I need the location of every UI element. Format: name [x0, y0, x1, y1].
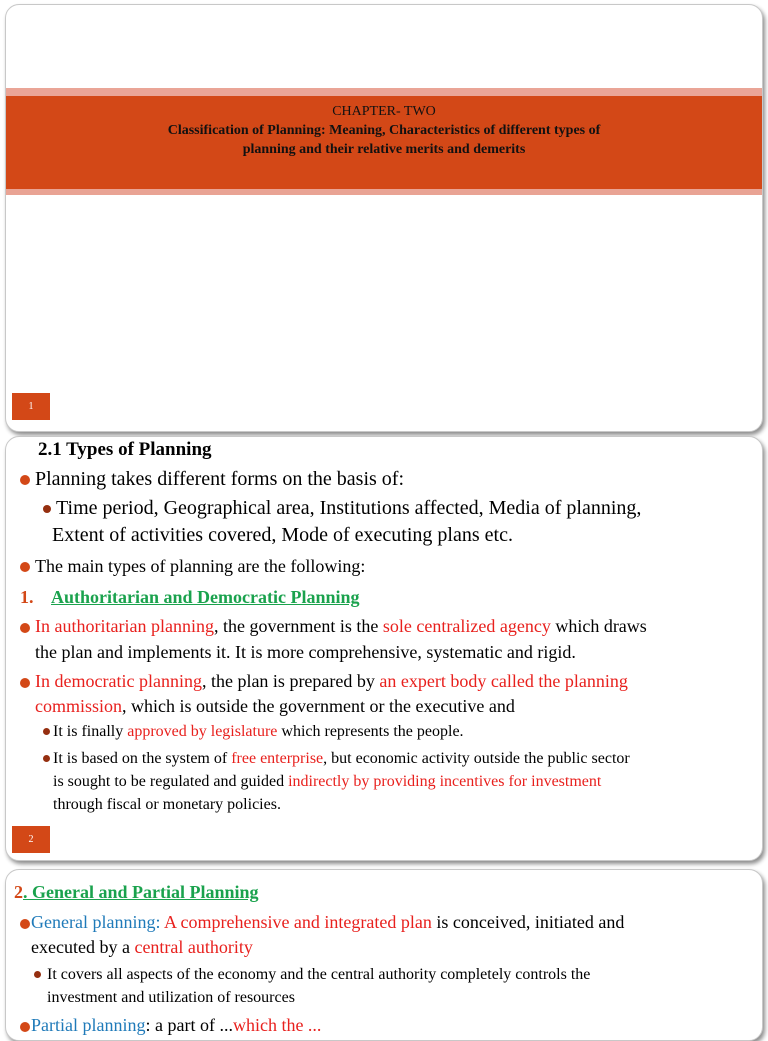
- sub-bullet-free-enterprise-line-2: is sought to be regulated and guided indirectly by providing incentives for investment: [53, 773, 602, 790]
- chapter-label: CHAPTER- TWO: [332, 104, 436, 119]
- bullet-icon: [20, 475, 30, 485]
- sub-bullet-general-line-2: investment and utilization of resources: [47, 989, 295, 1006]
- chapter-subtitle-line-2: planning and their relative merits and demerits: [242, 142, 526, 157]
- bullet-icon: [20, 678, 30, 688]
- chapter-subtitle-line-1: Classification of Planning: Meaning, Characteristics of different types of: [167, 123, 601, 138]
- title-band-bottom-stripe: [6, 189, 762, 195]
- slide-1: [5, 4, 763, 432]
- slide-2: [5, 436, 763, 861]
- paragraph-general-planning-line-1: General planning: A comprehensive and integrated plan is conceived, initiated and: [31, 912, 625, 932]
- paragraph-general-planning-line-2: executed by a central authority: [31, 937, 253, 957]
- list-number: 1.: [20, 587, 34, 607]
- bullet-icon: [20, 919, 30, 929]
- page-number: 2: [12, 826, 50, 853]
- sub-bullet-bases-line-1: Time period, Geographical area, Institutions affected, Media of planning,: [56, 497, 642, 519]
- paragraph-democratic-line-1: In democratic planning, the plan is prepared by an expert body called the planning: [35, 671, 628, 691]
- title-band-top-stripe: [6, 88, 762, 96]
- paragraph-authoritarian-line-1: In authoritarian planning, the government is the sole centralized agency which draws: [35, 616, 647, 636]
- sub-bullet-icon: [43, 755, 50, 762]
- slide-title: [6, 102, 762, 159]
- list-title-authoritarian-democratic: Authoritarian and Democratic Planning: [51, 587, 360, 607]
- section-heading: 2.1 Types of Planning: [38, 439, 212, 460]
- sub-bullet-free-enterprise-line-3: through fiscal or monetary policies.: [53, 796, 281, 813]
- bullet-main-types: The main types of planning are the following:: [35, 556, 366, 576]
- section-title: 2. General and Partial Planning: [14, 882, 259, 902]
- bullet-forms: Planning takes different forms on the basis of:: [35, 468, 405, 490]
- sub-bullet-icon: [43, 505, 51, 513]
- paragraph-democratic-line-2: commission, which is outside the government or the executive and: [35, 696, 515, 716]
- sub-bullet-icon: [43, 728, 50, 735]
- sub-bullet-legislature: It is finally approved by legislature which represents the people.: [53, 723, 464, 740]
- sub-bullet-bases-line-2: Extent of activities covered, Mode of executing plans etc.: [52, 524, 513, 546]
- bullet-icon: [20, 562, 30, 572]
- bullet-icon: [20, 623, 30, 633]
- paragraph-partial-planning-cut-off: Partial planning: a part of ...which the ...: [31, 1015, 322, 1035]
- paragraph-authoritarian-line-2: the plan and implements it. It is more comprehensive, systematic and rigid.: [35, 642, 576, 662]
- slide-3: [5, 869, 763, 1041]
- sub-bullet-general-line-1: It covers all aspects of the economy and the central authority completely controls the: [47, 966, 591, 983]
- page-number: 1: [12, 393, 50, 420]
- sub-bullet-icon: [34, 971, 41, 978]
- sub-bullet-free-enterprise-line-1: It is based on the system of free enterprise, but economic activity outside the public sector: [53, 750, 630, 767]
